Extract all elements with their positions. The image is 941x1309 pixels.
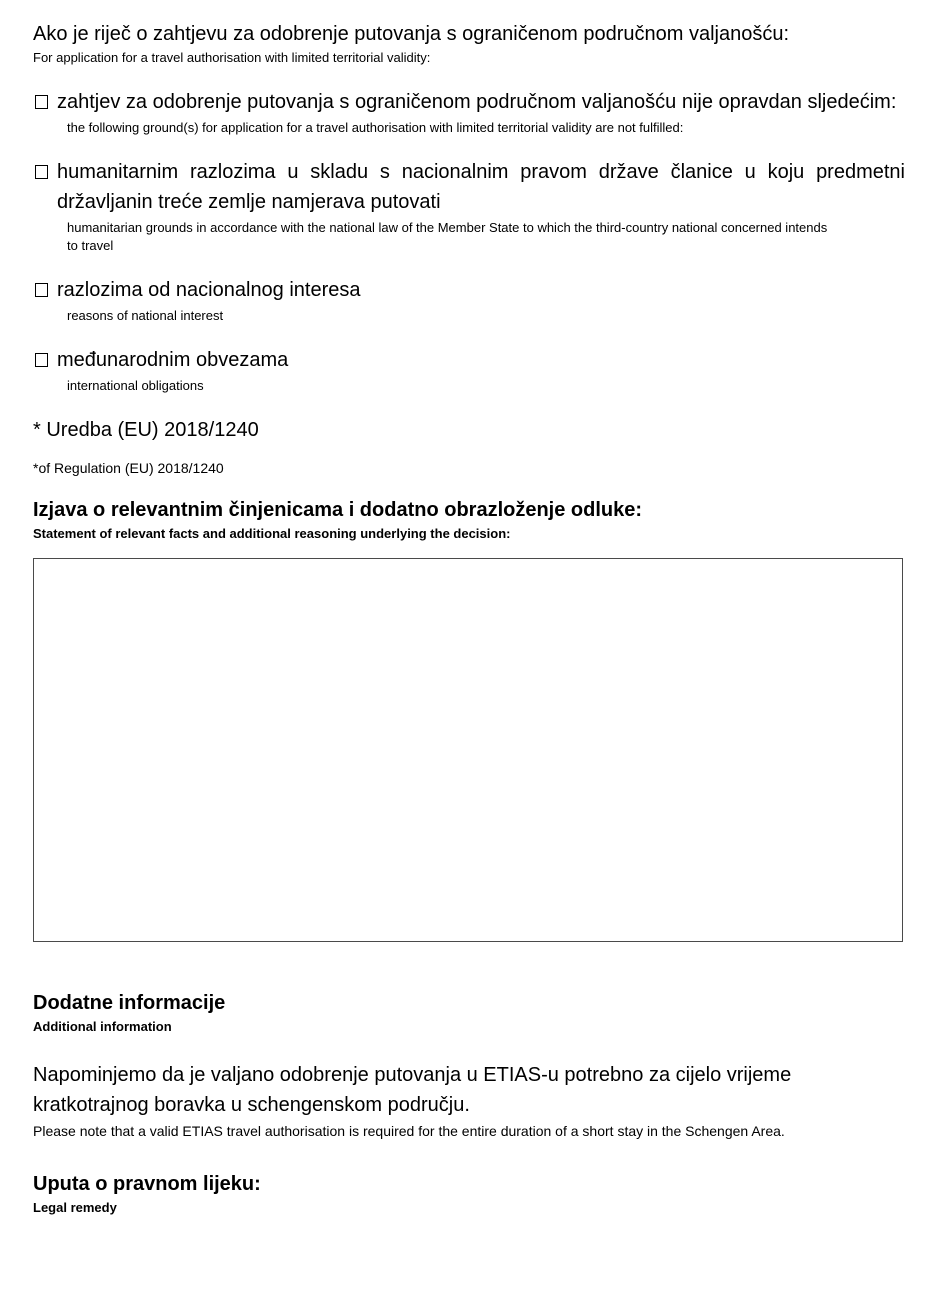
statement-textbox[interactable] — [33, 558, 903, 942]
statement-heading-hr: Izjava o relevantnim činjenicama i dodatno obrazloženje odluke: — [33, 499, 643, 521]
humanitarian-grounds-label-en: humanitarian grounds in accordance with the national law of the Member State to which the third-country national concerned intends to travel — [67, 220, 828, 253]
ltv-intro-text-en: For application for a travel authorisation with limited territorial validity: — [33, 50, 431, 65]
ltv-intro-section — [33, 19, 905, 67]
etias-validity-note-en: Please note that a valid ETIAS travel authorisation is required for the entire duration of a short stay in the Schengen Area. — [33, 1123, 785, 1139]
national-interest-checkbox[interactable] — [35, 283, 48, 297]
statement-heading — [33, 495, 905, 543]
national-interest-label-en: reasons of national interest — [67, 308, 224, 323]
additional-info-heading — [33, 988, 905, 1036]
humanitarian-grounds-texts — [57, 157, 905, 255]
ltv-not-justified-checkbox[interactable] — [35, 95, 48, 109]
international-obligations-label-hr: međunarodnim obvezama — [57, 349, 289, 371]
legal-remedy-heading-hr: Uputa o pravnom lijeku: — [33, 1173, 261, 1195]
etias-validity-note — [33, 1060, 905, 1141]
humanitarian-grounds-label-hr: humanitarnim razlozima u skladu s nacionalnim pravom države članice u koju predmetni državljanin treće zemlje namjerava putovati — [57, 161, 905, 213]
ltv-not-justified-label-hr: zahtjev za odobrenje putovanja s ograničenom područnom valjanošću nije opravdan sljedećim: — [57, 91, 897, 113]
national-interest-texts — [57, 275, 905, 325]
ltv-not-justified-item — [33, 87, 905, 137]
legal-remedy-heading-en: Legal remedy — [33, 1200, 117, 1215]
national-interest-label-hr: razlozima od nacionalnog interesa — [57, 279, 361, 301]
additional-info-heading-en: Additional information — [33, 1019, 172, 1034]
humanitarian-grounds-item — [33, 157, 905, 255]
additional-info-heading-hr: Dodatne informacije — [33, 992, 226, 1014]
ltv-intro-text-hr: Ako je riječ o zahtjevu za odobrenje putovanja s ograničenom područnom valjanošću: — [33, 23, 790, 45]
regulation-footnote-hr: * Uredba (EU) 2018/1240 — [33, 419, 259, 441]
international-obligations-label-en: international obligations — [67, 378, 204, 393]
legal-remedy-heading — [33, 1169, 905, 1217]
international-obligations-checkbox[interactable] — [35, 353, 48, 367]
etias-validity-note-hr: Napominjemo da je valjano odobrenje putovanja u ETIAS-u potrebno za cijelo vrijeme kratkotrajnog boravka u schengenskom području. — [33, 1064, 792, 1116]
statement-heading-en: Statement of relevant facts and additional reasoning underlying the decision: — [33, 526, 511, 541]
international-obligations-texts — [57, 345, 905, 395]
international-obligations-item — [33, 345, 905, 395]
humanitarian-grounds-checkbox[interactable] — [35, 165, 48, 179]
regulation-footnote-en: *of Regulation (EU) 2018/1240 — [33, 460, 224, 476]
ltv-not-justified-label-en: the following ground(s) for application for a travel authorisation with limited territorial validity are not fulfilled: — [67, 120, 684, 135]
ltv-not-justified-texts — [57, 87, 905, 137]
national-interest-item — [33, 275, 905, 325]
